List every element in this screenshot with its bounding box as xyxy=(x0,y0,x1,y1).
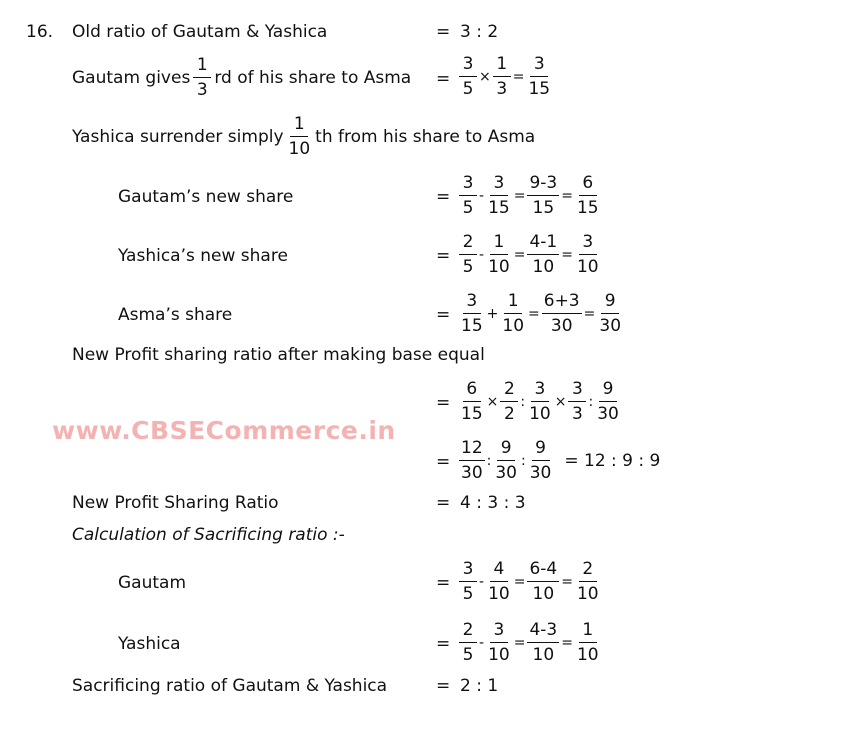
gautam-gives-post: rd of his share to Asma xyxy=(214,68,412,88)
base-equal-calc-1 xyxy=(458,379,622,425)
watermark: www.CBSECommerce.in xyxy=(52,416,396,445)
fraction xyxy=(459,232,477,278)
fraction-denominator: 5 xyxy=(462,645,474,665)
gautam-gives-fraction xyxy=(193,55,211,101)
operator: : xyxy=(521,453,526,469)
equals-sign: = xyxy=(436,187,451,207)
fraction xyxy=(486,173,512,219)
operator: - xyxy=(479,635,485,651)
fraction-numerator: 4-3 xyxy=(527,620,559,643)
fraction-denominator: 15 xyxy=(528,79,551,99)
fraction-numerator: 6 xyxy=(463,379,481,402)
fraction-denominator: 5 xyxy=(462,584,474,604)
yashica-surrender-post: th from his share to Asma xyxy=(315,127,536,147)
fraction-numerator: 3 xyxy=(531,379,549,402)
sacrificing-ratio-label: Sacrificing ratio of Gautam & Yashica xyxy=(72,676,388,696)
fraction-denominator: 10 xyxy=(288,139,311,159)
fraction-denominator: 10 xyxy=(529,404,551,424)
fraction-denominator: 5 xyxy=(462,257,474,277)
operator: = xyxy=(513,188,526,204)
fraction xyxy=(459,173,477,219)
fraction-numerator: 9 xyxy=(497,438,515,461)
yashica-new-share-label: Yashica’s new share xyxy=(118,246,288,266)
fraction xyxy=(528,438,554,484)
base-equal-label: New Profit sharing ratio after making base equal xyxy=(72,345,485,365)
question-number: 16. xyxy=(26,22,54,42)
fraction-denominator: 3 xyxy=(496,79,508,99)
fraction xyxy=(493,438,519,484)
fraction-denominator: 2 xyxy=(503,404,515,424)
base-equal-calc-2-fractions xyxy=(458,438,554,484)
fraction-numerator: 4-1 xyxy=(527,232,559,255)
fraction-numerator: 9 xyxy=(599,379,617,402)
equals-sign: = xyxy=(436,393,451,413)
yashica-surrender-pre: Yashica surrender simply xyxy=(72,127,284,147)
fraction-denominator: 30 xyxy=(529,463,552,483)
sacrificing-heading: Calculation of Sacrificing ratio :- xyxy=(72,525,345,545)
fraction-numerator: 1 xyxy=(193,55,211,78)
fraction-denominator: 15 xyxy=(488,198,510,218)
fraction-denominator: 10 xyxy=(532,584,555,604)
fraction xyxy=(500,379,518,425)
fraction-numerator: 3 xyxy=(530,54,548,77)
operator: - xyxy=(479,574,485,590)
equals-sign: = xyxy=(436,22,451,42)
fraction xyxy=(459,291,485,337)
fraction-numerator: 6 xyxy=(579,173,597,196)
new-ratio-value: 4 : 3 : 3 xyxy=(460,493,526,513)
fraction xyxy=(527,559,559,605)
asma-share-calc xyxy=(458,291,624,337)
fraction-denominator: 10 xyxy=(576,584,599,604)
fraction xyxy=(595,379,621,425)
gautam-gives-pre: Gautam gives xyxy=(72,68,191,88)
fraction-numerator: 3 xyxy=(579,232,597,255)
fraction xyxy=(500,291,526,337)
fraction-numerator: 3 xyxy=(490,620,508,643)
fraction-numerator: 6+3 xyxy=(542,291,582,314)
fraction xyxy=(575,620,601,666)
fraction-denominator: 10 xyxy=(502,316,525,336)
equals-sign: = xyxy=(436,573,451,593)
fraction xyxy=(575,232,601,278)
operator: = xyxy=(561,635,573,651)
equals-sign: = xyxy=(436,634,451,654)
fraction xyxy=(486,559,512,605)
fraction-numerator: 9-3 xyxy=(527,173,559,196)
fraction xyxy=(526,54,552,100)
fraction-denominator: 15 xyxy=(576,198,599,218)
fraction-numerator: 1 xyxy=(290,114,308,137)
operator: - xyxy=(479,247,485,263)
gautam-new-share-calc xyxy=(458,173,602,219)
operator: : xyxy=(520,394,526,410)
fraction xyxy=(486,620,512,666)
yashica-new-share-calc xyxy=(458,232,602,278)
fraction-numerator: 3 xyxy=(459,559,477,582)
operator: = xyxy=(528,306,540,322)
sacrificing-ratio-value: 2 : 1 xyxy=(460,676,499,696)
fraction xyxy=(459,620,477,666)
base-equal-calc-2 xyxy=(458,438,660,484)
fraction-numerator: 4 xyxy=(490,559,508,582)
operator: = xyxy=(583,306,596,322)
fraction-denominator: 30 xyxy=(597,404,619,424)
fraction-numerator: 3 xyxy=(459,173,477,196)
gautam-gives-text xyxy=(72,55,411,101)
fraction-denominator: 10 xyxy=(488,584,510,604)
fraction xyxy=(486,232,512,278)
fraction-denominator: 30 xyxy=(599,316,622,336)
operator: = xyxy=(513,635,526,651)
fraction-numerator: 1 xyxy=(579,620,597,643)
equals-sign: = xyxy=(436,246,451,266)
fraction-numerator: 2 xyxy=(459,232,477,255)
fraction xyxy=(575,173,601,219)
operator: - xyxy=(479,188,485,204)
operator: × xyxy=(554,394,567,410)
fraction-denominator: 3 xyxy=(196,80,208,100)
base-equal-result: = 12 : 9 : 9 xyxy=(564,451,661,471)
fraction-numerator: 3 xyxy=(490,173,508,196)
fraction-numerator: 1 xyxy=(493,54,511,77)
fraction-denominator: 10 xyxy=(488,645,510,665)
operator: : xyxy=(486,453,492,469)
fraction xyxy=(597,291,623,337)
equals-sign: = xyxy=(436,493,451,513)
fraction-numerator: 3 xyxy=(568,379,586,402)
fraction xyxy=(568,379,586,425)
equals-sign: = xyxy=(436,305,451,325)
fraction-numerator: 1 xyxy=(490,232,508,255)
gautam-gives-calc xyxy=(458,54,553,100)
operator: = xyxy=(513,574,526,590)
operator: = xyxy=(513,247,526,263)
fraction xyxy=(493,54,511,100)
old-ratio-value: 3 : 2 xyxy=(460,22,499,42)
operator: × xyxy=(486,394,499,410)
fraction xyxy=(542,291,582,337)
new-ratio-label: New Profit Sharing Ratio xyxy=(72,493,279,513)
operator: : xyxy=(588,394,594,410)
operator: = xyxy=(512,69,525,85)
fraction-numerator: 6-4 xyxy=(527,559,559,582)
fraction-numerator: 2 xyxy=(579,559,597,582)
fraction xyxy=(459,438,485,484)
fraction-denominator: 5 xyxy=(462,198,474,218)
fraction xyxy=(527,620,559,666)
fraction-denominator: 10 xyxy=(488,257,510,277)
fraction-numerator: 3 xyxy=(463,291,481,314)
operator: + xyxy=(486,306,499,322)
asma-share-label: Asma’s share xyxy=(118,305,233,325)
fraction xyxy=(527,232,559,278)
fraction-numerator: 9 xyxy=(532,438,550,461)
fraction-numerator: 1 xyxy=(504,291,522,314)
fraction-denominator: 30 xyxy=(550,316,573,336)
yashica-surrender-text xyxy=(72,114,535,160)
fraction-denominator: 15 xyxy=(461,316,483,336)
yashica-sacrifice-label: Yashica xyxy=(118,634,181,654)
fraction-denominator: 5 xyxy=(462,79,474,99)
equals-sign: = xyxy=(436,452,451,472)
fraction xyxy=(459,379,485,425)
fraction xyxy=(527,379,553,425)
fraction-numerator: 3 xyxy=(459,54,477,77)
fraction xyxy=(459,559,477,605)
equals-sign: = xyxy=(436,676,451,696)
fraction-denominator: 15 xyxy=(461,404,483,424)
fraction-denominator: 10 xyxy=(532,257,555,277)
operator: = xyxy=(561,188,573,204)
fraction-denominator: 30 xyxy=(495,463,517,483)
fraction xyxy=(575,559,601,605)
equals-sign: = xyxy=(436,69,451,89)
old-ratio-label: Old ratio of Gautam & Yashica xyxy=(72,22,328,42)
fraction-denominator: 15 xyxy=(532,198,555,218)
operator: × xyxy=(479,69,491,85)
yashica-surrender-fraction xyxy=(287,114,313,160)
operator: = xyxy=(561,247,573,263)
operator: = xyxy=(561,574,573,590)
fraction-denominator: 30 xyxy=(461,463,483,483)
fraction-numerator: 2 xyxy=(500,379,518,402)
fraction-denominator: 10 xyxy=(576,257,599,277)
gautam-sacrifice-calc xyxy=(458,559,602,605)
fraction-numerator: 9 xyxy=(601,291,619,314)
fraction-numerator: 12 xyxy=(459,438,485,461)
yashica-sacrifice-calc xyxy=(458,620,602,666)
gautam-new-share-label: Gautam’s new share xyxy=(118,187,294,207)
fraction xyxy=(459,54,477,100)
fraction-denominator: 3 xyxy=(572,404,583,424)
gautam-sacrifice-label: Gautam xyxy=(118,573,187,593)
fraction-denominator: 10 xyxy=(576,645,599,665)
fraction-denominator: 10 xyxy=(532,645,555,665)
fraction-numerator: 2 xyxy=(459,620,477,643)
fraction xyxy=(527,173,559,219)
